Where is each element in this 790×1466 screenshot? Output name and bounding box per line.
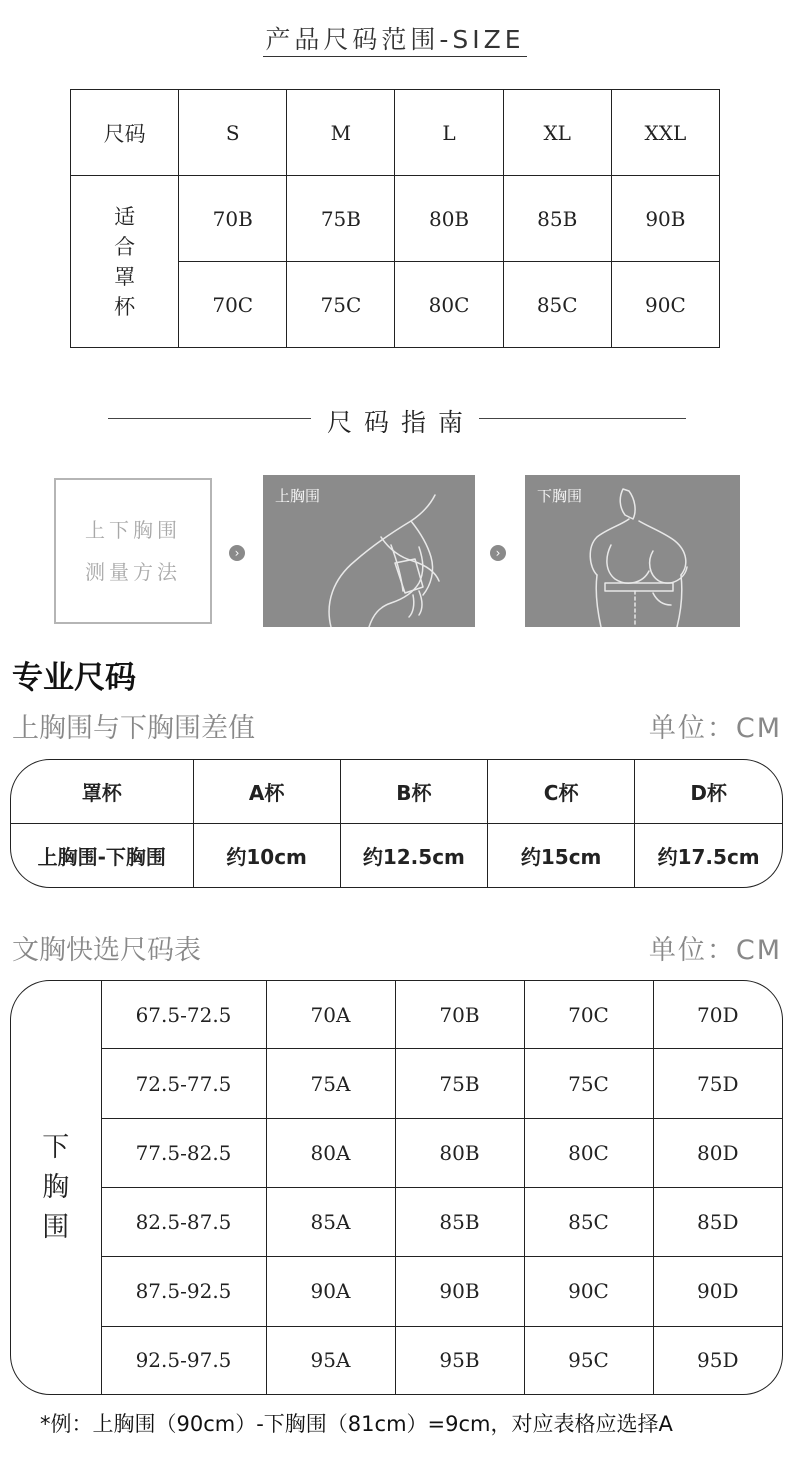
cup-cell: 80C xyxy=(395,262,503,348)
cup-b-row xyxy=(71,176,720,262)
bra-size-cell: 90B xyxy=(395,1257,524,1326)
under-bust-range: 82.5-87.5 xyxy=(101,1187,266,1256)
bra-quick-select-grid xyxy=(11,981,782,1394)
size-guide-title-text: 尺码指南 xyxy=(311,408,479,437)
cup-cell: 75C xyxy=(287,262,395,348)
cup-difference-grid xyxy=(11,760,782,887)
lower-bust-illustration xyxy=(525,475,740,627)
under-bust-char: 胸 xyxy=(42,1171,70,1203)
bra-size-cell: 80B xyxy=(395,1118,524,1187)
bra-size-cell: 75A xyxy=(266,1049,395,1118)
suitable-cup-char: 合 xyxy=(114,234,136,259)
under-bust-char: 下 xyxy=(42,1131,70,1163)
quick-row xyxy=(11,1326,782,1394)
cup-cell: 85C xyxy=(503,262,611,348)
measure-line-1: 上下胸围 xyxy=(85,518,181,542)
bra-size-cell: 70C xyxy=(524,981,653,1049)
suitable-cup-char: 杯 xyxy=(114,294,136,319)
cup-cell: 70B xyxy=(179,176,287,262)
size-header-row xyxy=(71,90,720,176)
quick-select-unit: 单位：CM xyxy=(648,935,782,966)
bra-size-cell: 75C xyxy=(524,1049,653,1118)
bra-size-cell: 85C xyxy=(524,1187,653,1256)
quick-row xyxy=(11,981,782,1049)
size-header-label: 尺码 xyxy=(71,90,179,176)
under-bust-label xyxy=(11,981,101,1394)
bra-size-cell: 75D xyxy=(653,1049,782,1118)
cup-header-cell: B杯 xyxy=(340,760,487,824)
chevron-right-icon: › xyxy=(229,545,245,561)
cup-header-cell: A杯 xyxy=(193,760,340,824)
size-cell: XL xyxy=(503,90,611,176)
upper-bust-figure-icon xyxy=(263,475,475,627)
measure-method-box xyxy=(54,478,212,624)
example-note: *例：上胸围（90cm）-下胸围（81cm）=9cm，对应表格应选择A xyxy=(40,1412,673,1436)
bra-size-cell: 90D xyxy=(653,1257,782,1326)
bra-size-cell: 70D xyxy=(653,981,782,1049)
quick-row xyxy=(11,1187,782,1256)
size-cell: L xyxy=(395,90,503,176)
size-cell: XXL xyxy=(611,90,719,176)
difference-row-label: 上胸围-下胸围 xyxy=(37,845,166,869)
cup-cell: 75B xyxy=(287,176,395,262)
bra-size-cell: 80A xyxy=(266,1118,395,1187)
cup-cell: 70C xyxy=(179,262,287,348)
under-bust-range: 67.5-72.5 xyxy=(101,981,266,1049)
chevron-right-icon: › xyxy=(490,545,506,561)
cup-header-row xyxy=(11,760,782,824)
cup-header-cell: C杯 xyxy=(488,760,635,824)
bra-size-cell: 85D xyxy=(653,1187,782,1256)
lower-bust-label: 下胸围 xyxy=(537,487,583,505)
bra-quick-select-table xyxy=(10,980,783,1395)
size-range-title xyxy=(0,20,790,56)
bra-size-cell: 85B xyxy=(395,1187,524,1256)
suitable-cup-char: 罩 xyxy=(114,264,136,289)
quick-select-title: 文胸快选尺码表 xyxy=(12,935,201,966)
difference-value-cell: 约17.5cm xyxy=(635,824,782,888)
suitable-cup-char: 适 xyxy=(114,204,136,229)
bra-size-cell: 70A xyxy=(266,981,395,1049)
size-guide-title xyxy=(0,403,790,439)
lower-bust-figure-icon xyxy=(525,475,740,627)
cup-cell: 85B xyxy=(503,176,611,262)
difference-title: 上胸围与下胸围差值 xyxy=(12,713,255,744)
cup-difference-table xyxy=(10,759,783,888)
bra-size-cell: 80C xyxy=(524,1118,653,1187)
cup-difference-row xyxy=(11,824,782,888)
bra-size-cell: 90A xyxy=(266,1257,395,1326)
cup-cell: 90C xyxy=(611,262,719,348)
quick-row xyxy=(11,1118,782,1187)
suitable-cup-label xyxy=(71,176,179,348)
bra-size-cell: 85A xyxy=(266,1187,395,1256)
upper-bust-label: 上胸围 xyxy=(275,487,321,505)
quick-row xyxy=(11,1049,782,1118)
cup-header-cell: D杯 xyxy=(635,760,782,824)
under-bust-range: 77.5-82.5 xyxy=(101,1118,266,1187)
professional-size-heading: 专业尺码 xyxy=(12,660,136,696)
cup-header-cell: 罩杯 xyxy=(11,760,193,824)
bra-size-cell: 90C xyxy=(524,1257,653,1326)
cup-cell: 80B xyxy=(395,176,503,262)
size-cell: M xyxy=(287,90,395,176)
bra-size-cell: 75B xyxy=(395,1049,524,1118)
bra-size-cell: 95C xyxy=(524,1326,653,1394)
upper-bust-illustration xyxy=(263,475,475,627)
under-bust-char: 围 xyxy=(42,1211,70,1243)
under-bust-range: 72.5-77.5 xyxy=(101,1049,266,1118)
bra-size-cell: 95A xyxy=(266,1326,395,1394)
difference-value-cell: 约12.5cm xyxy=(340,824,487,888)
difference-value-cell: 约15cm xyxy=(488,824,635,888)
bra-size-cell: 80D xyxy=(653,1118,782,1187)
cup-cell: 90B xyxy=(611,176,719,262)
under-bust-range: 87.5-92.5 xyxy=(101,1257,266,1326)
quick-row xyxy=(11,1257,782,1326)
under-bust-range: 92.5-97.5 xyxy=(101,1326,266,1394)
size-range-table xyxy=(70,89,720,348)
difference-value-cell: 约10cm xyxy=(193,824,340,888)
measure-line-2: 测量方法 xyxy=(85,560,181,584)
size-range-title-text: 产品尺码范围-SIZE xyxy=(263,25,526,57)
size-cell: S xyxy=(179,90,287,176)
bra-size-cell: 70B xyxy=(395,981,524,1049)
bra-size-cell: 95B xyxy=(395,1326,524,1394)
difference-unit: 单位：CM xyxy=(648,713,782,744)
bra-size-cell: 95D xyxy=(653,1326,782,1394)
